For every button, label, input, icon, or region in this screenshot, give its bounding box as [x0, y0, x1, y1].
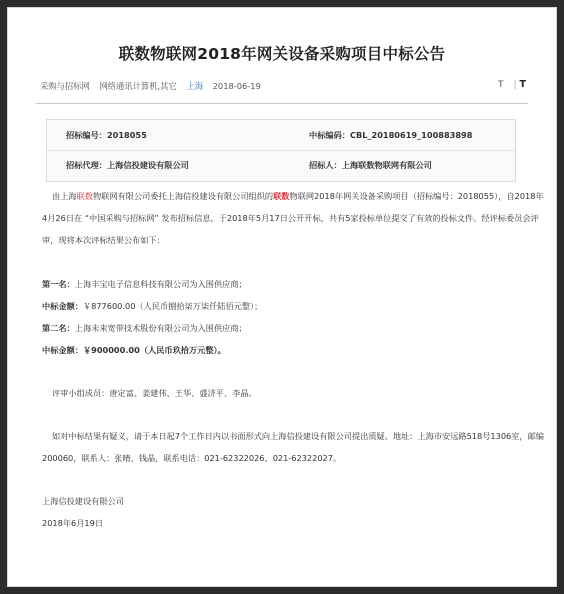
- font-large-button[interactable]: T: [519, 79, 526, 90]
- intro-text-c: 物联网2018年网关设备采购项目（招标编号：2018055），自2018年: [289, 191, 544, 201]
- highlight-keyword: 联数: [76, 191, 93, 201]
- bid-agent-label: 招标代理：: [66, 160, 107, 170]
- intro-line-3: 审，现将本次评标结果公布如下：: [42, 235, 165, 245]
- first-amount-label: 中标金额：: [42, 301, 83, 311]
- font-small-button[interactable]: T: [497, 80, 504, 90]
- font-separator: |: [513, 80, 517, 90]
- bid-number-value: 2018055: [106, 130, 147, 140]
- bid-number-label: 招标编号：: [66, 130, 107, 140]
- win-code: [309, 130, 472, 141]
- objection-line-1: 如对中标结果有疑义，请于本日起7个工作日内以书面形式向上海信投建设有限公司提出质疑。地址：上海市安远路518号1306室，邮编: [52, 431, 544, 441]
- intro-text-a: 由上海: [52, 191, 77, 201]
- article-meta: [40, 80, 526, 92]
- second-amount-value: ￥900000.00（人民币玖拾万元整）。: [82, 345, 226, 355]
- highlight-keyword-2: 联数: [273, 191, 290, 201]
- second-place-label: 第二名：: [42, 323, 75, 333]
- win-code-label: 中标编码：: [309, 130, 350, 140]
- signature-date: 2018年6月19日: [42, 518, 104, 528]
- bidder-value: 上海联数物联网有限公司: [341, 160, 432, 170]
- meta-location[interactable]: 上海: [186, 81, 203, 91]
- title-divider: [36, 103, 528, 104]
- meta-category-link[interactable]: 采购与招标网: [40, 81, 90, 91]
- font-size-switch: [498, 79, 526, 90]
- page-title: 联数物联网2018年网关设备采购项目中标公告: [118, 45, 446, 63]
- committee-members: 评审小组成员：唐定富、姜建伟、王华、盛济平、李晶。: [52, 388, 257, 398]
- second-amount-label: 中标金额：: [42, 345, 83, 355]
- intro-line-2: 4月26日在 “中国采购与招标网” 发布招标信息，于2018年5月17日公开开标，共有5家投标单位提交了有效的投标文件。经评标委员会评: [42, 213, 539, 223]
- first-amount: [42, 301, 262, 312]
- first-place-text: 上海丰宝电子信息科技有限公司为入围供应商；: [74, 279, 247, 289]
- bid-agent: [66, 160, 189, 171]
- announcement-page: [7, 7, 557, 587]
- meta-tags[interactable]: 网络通讯计算机,其它: [99, 81, 177, 91]
- signature-company: 上海信投建设有限公司: [42, 496, 124, 506]
- info-box-divider: [47, 150, 515, 151]
- meta-date: 2018-06-19: [212, 81, 261, 91]
- info-box: [46, 119, 516, 182]
- bidder-label: 招标人：: [309, 160, 342, 170]
- second-amount: [42, 345, 226, 356]
- second-place: [42, 323, 247, 334]
- intro-text-b: 物联网有限公司委托上海信投建设有限公司组织的: [92, 191, 274, 201]
- win-code-value: CBL_20180619_100883898: [349, 130, 473, 140]
- bid-agent-value: 上海信投建设有限公司: [106, 160, 189, 170]
- objection-line-2: 200060，联系人：张晴、钱晶，联系电话：021-62322026、021-62322027。: [42, 453, 342, 463]
- first-place: [42, 279, 247, 290]
- second-place-text: 上海未来宽带技术股份有限公司为入围供应商；: [74, 323, 247, 333]
- bid-number: [66, 130, 147, 141]
- bidder: [309, 160, 432, 171]
- first-place-label: 第一名：: [42, 279, 75, 289]
- intro-line-1: [52, 191, 544, 202]
- first-amount-value: ￥877600.00（人民币捌拾柒万柒仟陆佰元整）；: [82, 301, 263, 311]
